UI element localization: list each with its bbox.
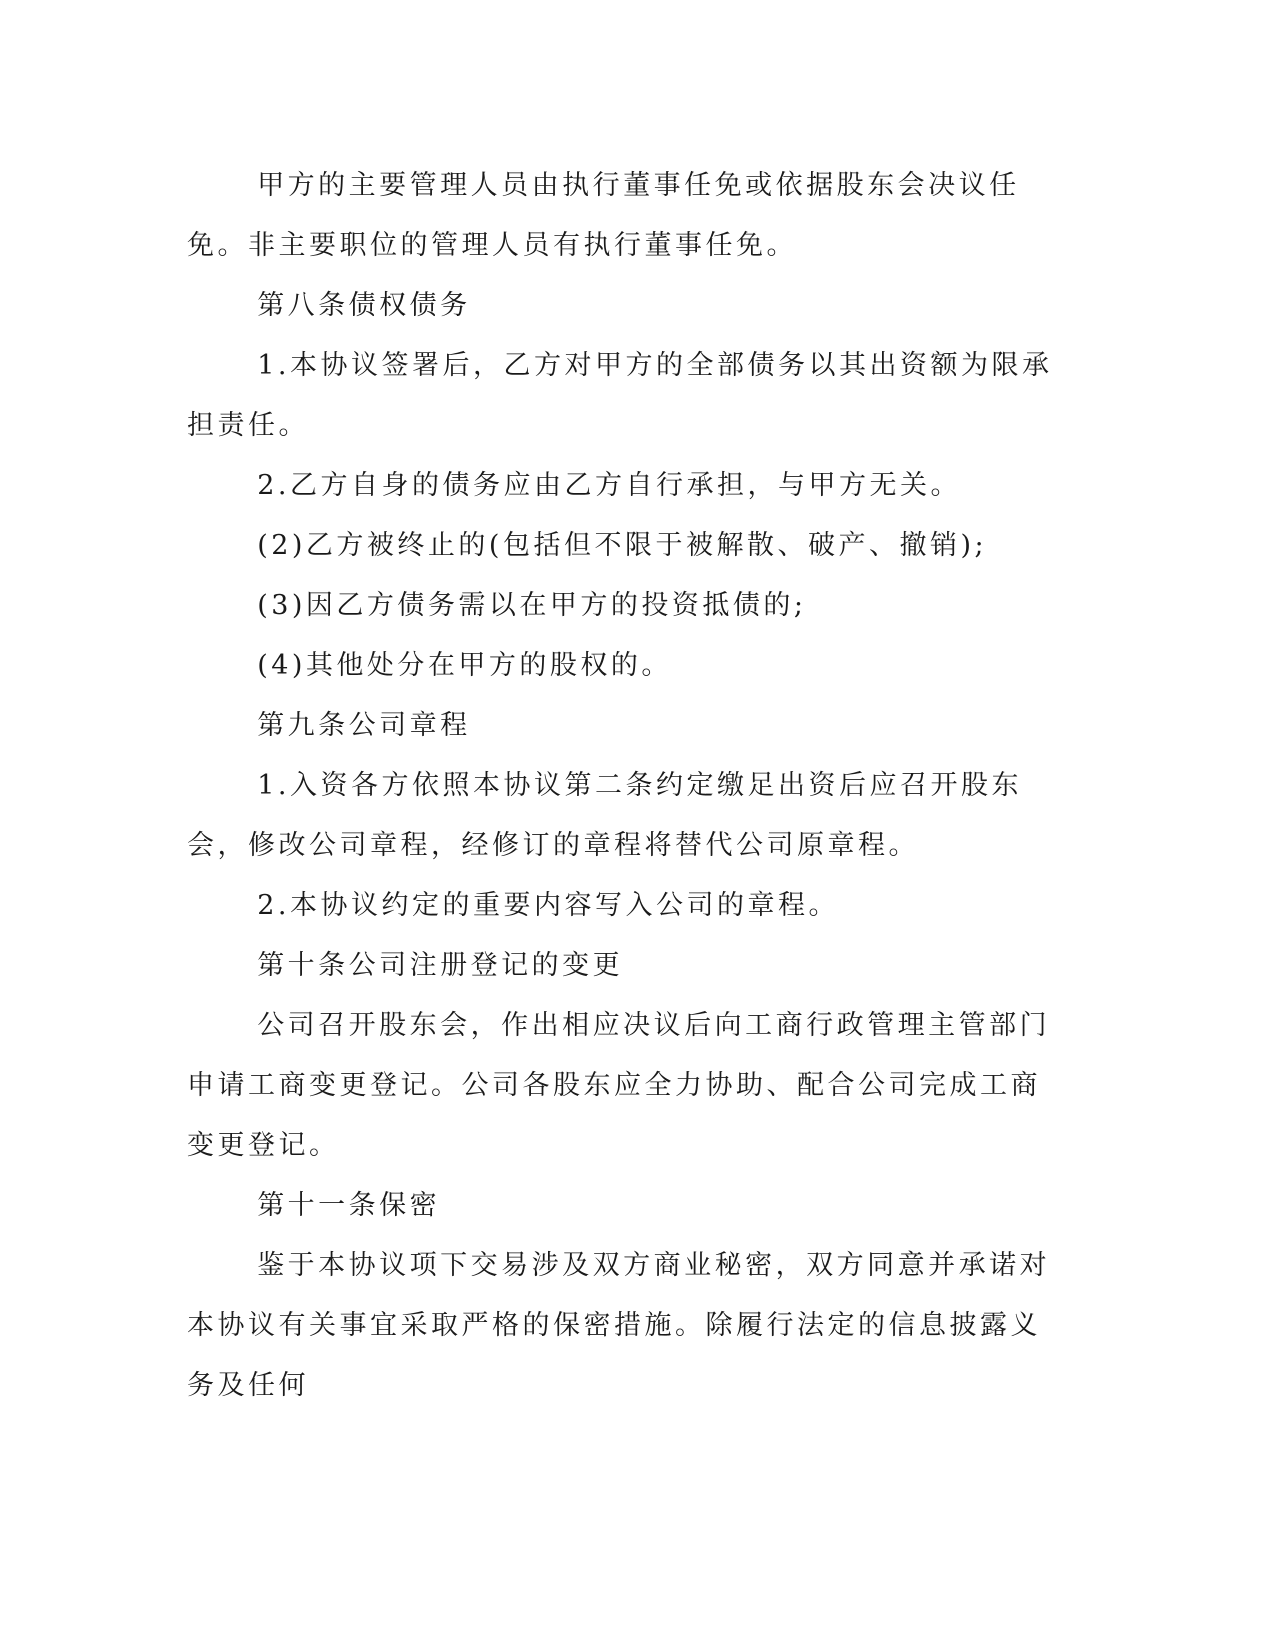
paragraph-subitem-2: (2)乙方被终止的(包括但不限于被解散、破产、撤销); xyxy=(257,530,988,561)
paragraph-article-11: 鉴于本协议项下交易涉及双方商业秘密，双方同意并承诺对本协议有关事宜采取严格的保密措施。除履行法定的信息披露义务及任何 xyxy=(187,1250,1051,1401)
paragraph-article-10: 公司召开股东会，作出相应决议后向工商行政管理主管部门申请工商变更登记。公司各股东应全力协助、配合公司完成工商变更登记。 xyxy=(187,1010,1051,1161)
paragraph-article-9-item-1: 1.入资各方依照本协议第二条约定缴足出资后应召开股东会，修改公司章程，经修订的章程将替代公司原章程。 xyxy=(187,770,1022,861)
paragraph-management-appointment: 甲方的主要管理人员由执行董事任免或依据股东会决议任免。非主要职位的管理人员有执行董事任免。 xyxy=(187,170,1020,261)
paragraph-subitem-4: (4)其他处分在甲方的股权的。 xyxy=(257,650,672,681)
heading-article-9: 第九条公司章程 xyxy=(257,710,471,741)
heading-article-10: 第十条公司注册登记的变更 xyxy=(257,950,624,981)
paragraph-article-9-item-2: 2.本协议约定的重要内容写入公司的章程。 xyxy=(257,890,839,921)
paragraph-article-8-item-2: 2.乙方自身的债务应由乙方自行承担，与甲方无关。 xyxy=(257,470,961,501)
heading-article-8: 第八条债权债务 xyxy=(257,290,471,321)
document-body xyxy=(187,156,1069,1416)
paragraph-article-8-item-1: 1.本协议签署后，乙方对甲方的全部债务以其出资额为限承担责任。 xyxy=(187,350,1053,441)
paragraph-subitem-3: (3)因乙方债务需以在甲方的投资抵债的; xyxy=(257,590,807,621)
heading-article-11: 第十一条保密 xyxy=(257,1190,441,1221)
